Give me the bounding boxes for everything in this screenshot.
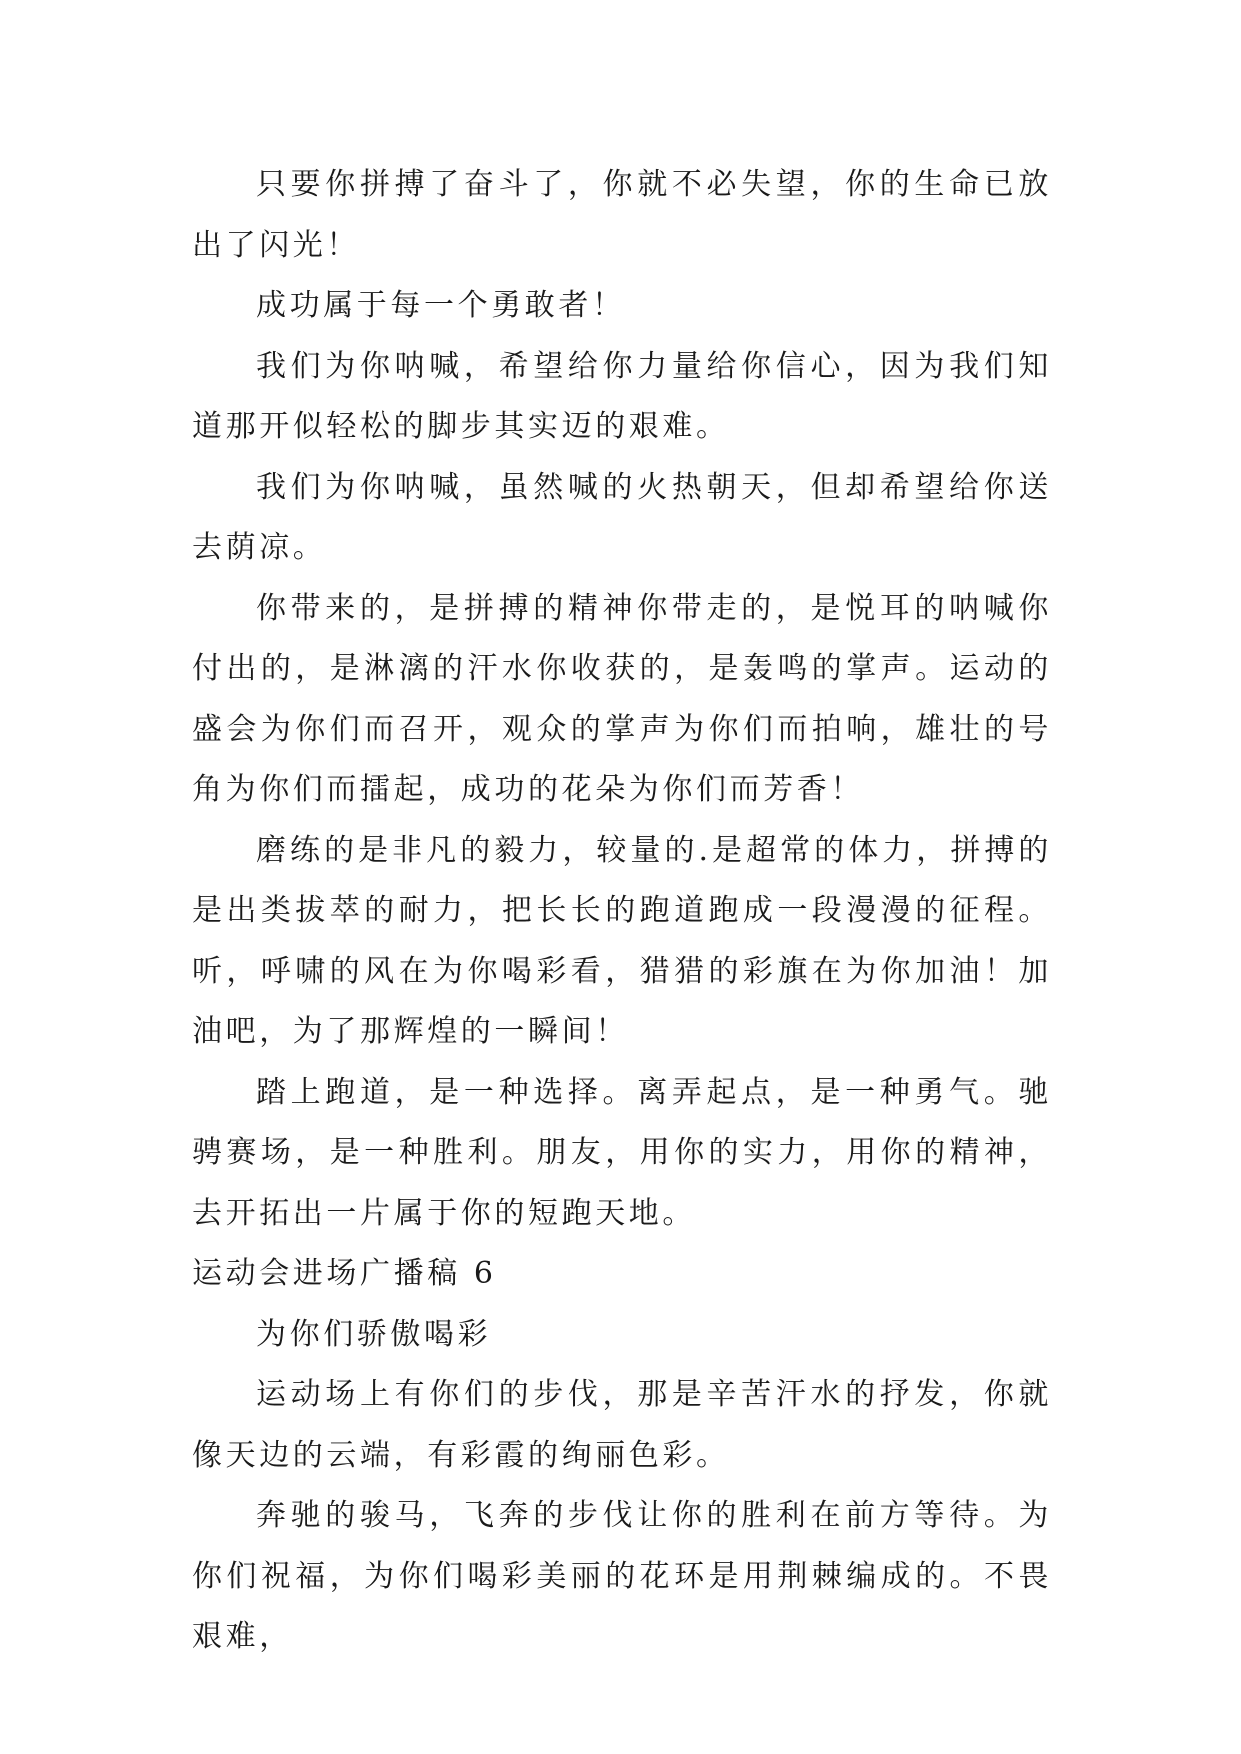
paragraph-horse: 奔驰的骏马，飞奔的步伐让你的胜利在前方等待。为你们祝福，为你们喝彩美丽的花环是用荆棘编成的。不畏艰难， bbox=[192, 1498, 1052, 1654]
document-page bbox=[192, 155, 1052, 1668]
paragraph-spirit: 你带来的，是拼搏的精神你带走的，是悦耳的呐喊你付出的，是淋漓的汗水你收获的，是轰鸣的掌声。运动的盛会为你们而召开，观众的掌声为你们而拍响，雄壮的号角为你们而擂起，成功的花朵为你们而芳香！ bbox=[192, 590, 1052, 807]
paragraph-cheer-confidence: 我们为你呐喊，希望给你力量给你信心，因为我们知道那开似轻松的脚步其实迈的艰难。 bbox=[192, 348, 1052, 444]
paragraph-track: 踏上跑道，是一种选择。离弄起点，是一种勇气。驰骋赛场，是一种胜利。朋友，用你的实力，用你的精神，去开拓出一片属于你的短跑天地。 bbox=[192, 1074, 1052, 1231]
paragraph-steps: 运动场上有你们的步伐，那是辛苦汗水的抒发，你就像天边的云端，有彩霞的绚丽色彩。 bbox=[192, 1377, 1052, 1473]
paragraph-brave: 成功属于每一个勇敢者！ bbox=[256, 288, 626, 323]
paragraph-subtitle: 为你们骄傲喝彩 bbox=[256, 1316, 492, 1352]
paragraph-endurance: 磨练的是非凡的毅力，较量的.是超常的体力，拼搏的是出类拔萃的耐力，把长长的跑道跑成一段漫漫的征程。听，呼啸的风在为你喝彩看，猎猎的彩旗在为你加油！加油吧，为了那辉煌的一瞬间！ bbox=[192, 832, 1052, 1049]
section-heading: 运动会进场广播稿 6 bbox=[192, 1256, 497, 1291]
paragraph-shine: 只要你拼搏了奋斗了，你就不必失望，你的生命已放出了闪光！ bbox=[192, 167, 1052, 263]
paragraph-cheer-cool: 我们为你呐喊，虽然喊的火热朝天，但却希望给你送去荫凉。 bbox=[192, 469, 1052, 565]
